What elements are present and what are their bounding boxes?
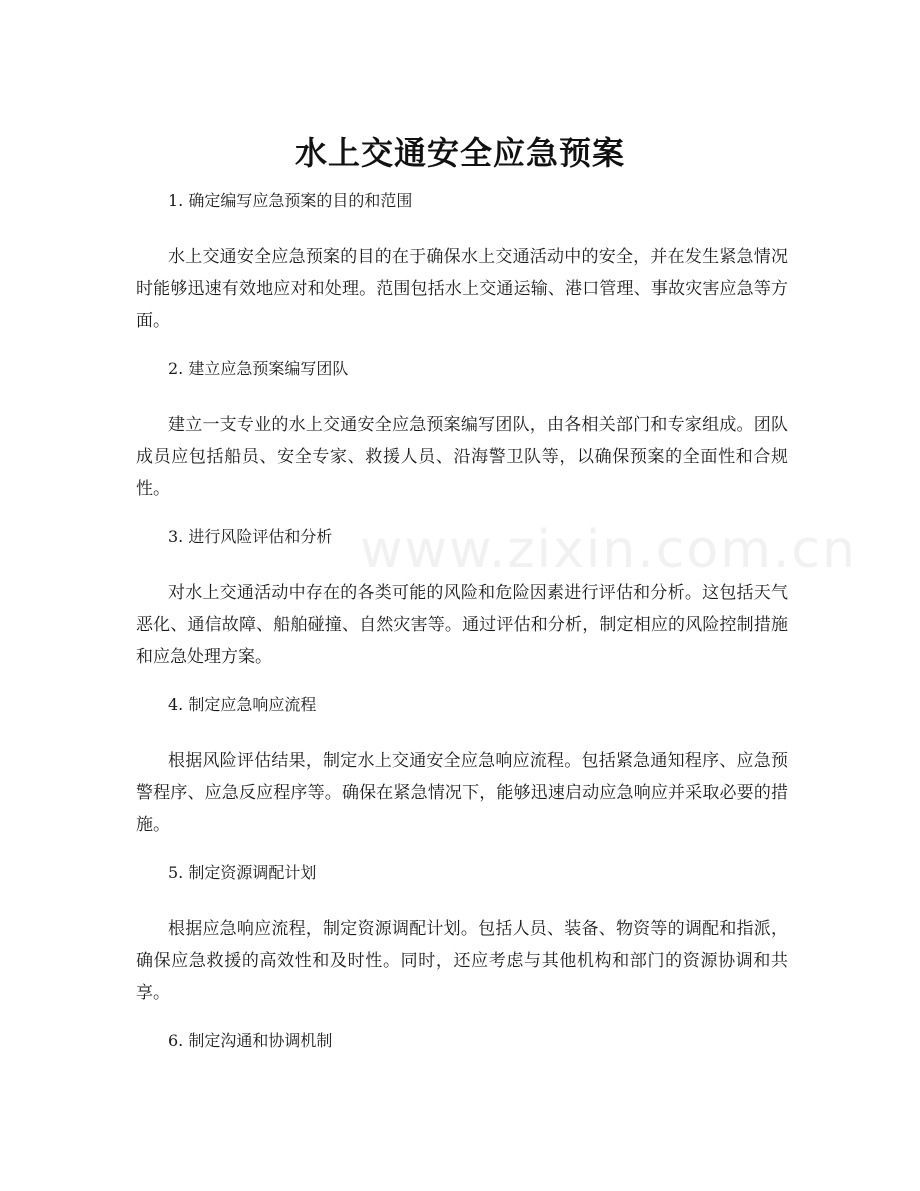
section-1-paragraph: 水上交通安全应急预案的目的在于确保水上交通活动中的安全，并在发生紧急情况时能够迅速有效地应对和处理。范围包括水上交通运输、港口管理、事故灾害应急等方面。 [136, 247, 788, 331]
section-3-paragraph: 对水上交通活动中存在的各类可能的风险和危险因素进行评估和分析。这包括天气恶化、通信故障、船舶碰撞、自然灾害等。通过评估和分析，制定相应的风险控制措施和应急处理方案。 [136, 583, 788, 667]
section-5-paragraph: 根据应急响应流程，制定资源调配计划。包括人员、装备、物资等的调配和指派，确保应急救援的高效性和及时性。同时，还应考虑与其他机构和部门的资源协调和共享。 [136, 919, 788, 1003]
watermark-text: www.zixin.com.cn [360, 520, 857, 580]
section-2-paragraph: 建立一支专业的水上交通安全应急预案编写团队，由各相关部门和专家组成。团队成员应包括船员、安全专家、救援人员、沿海警卫队等，以确保预案的全面性和合规性。 [136, 415, 788, 499]
section-1-heading: 1. 确定编写应急预案的目的和范围 [168, 191, 413, 210]
section-5-heading: 5. 制定资源调配计划 [168, 863, 317, 882]
document-body [136, 185, 788, 1057]
section-6-heading: 6. 制定沟通和协调机制 [168, 1031, 333, 1050]
page-title: 水上交通安全应急预案 [294, 134, 625, 173]
section-2-heading: 2. 建立应急预案编写团队 [168, 359, 349, 378]
section-4-heading: 4. 制定应急响应流程 [168, 695, 317, 714]
section-4-paragraph: 根据风险评估结果，制定水上交通安全应急响应流程。包括紧急通知程序、应急预警程序、应急反应程序等。确保在紧急情况下，能够迅速启动应急响应并采取必要的措施。 [136, 751, 788, 835]
section-3-heading: 3. 进行风险评估和分析 [168, 527, 333, 546]
